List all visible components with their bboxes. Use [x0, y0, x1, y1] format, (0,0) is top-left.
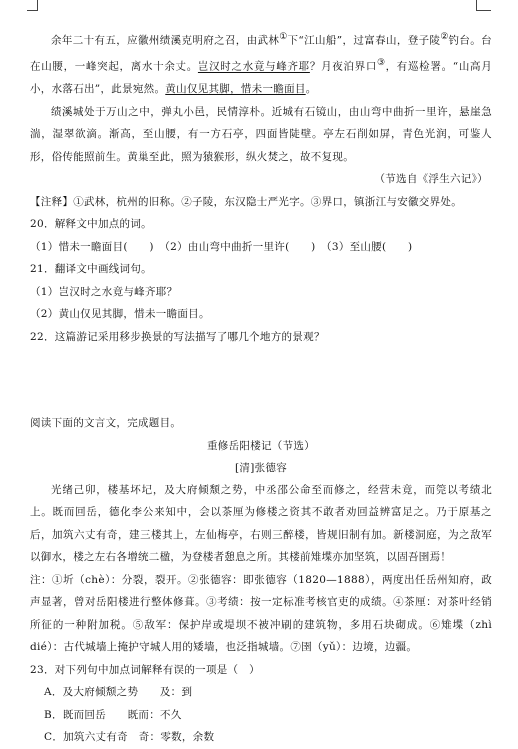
question-21-item-1: （1）岂汉时之水竟与峰齐耶？ — [30, 285, 178, 298]
question-22-stem: 22．这篇游记采用移步换景的写法描写了哪几个地方的景观？ — [30, 330, 325, 343]
passage1-paragraph2: 绩溪城处于万山之中，弹丸小邑，民情淳朴。近城有石镜山，由山弯中曲折一里许，悬崖急湍，湿翠欲滴。渐高，至山腰，有一方石亭，四面皆陡壁。亭左石削如屏，青色光润，可鉴人形，俗传能照前生。黄巢至此，照为猿猴形，纵火焚之，故不复现。 — [30, 105, 492, 163]
question-23-option-c: C．加筑六丈有奇 奇：零数，余数 — [44, 731, 215, 743]
document-page — [30, 26, 492, 749]
footnote-ref-1: ① — [279, 32, 288, 42]
footnote-ref-2: ② — [440, 32, 449, 42]
question-20-stem: 20．解释文中加点的词。 — [30, 218, 152, 230]
underlined-sentence-1: 岂汉时之水竟与峰齐耶 — [197, 60, 310, 73]
answer-space — [30, 348, 492, 412]
question-21-item-2: （2）黄山仅见其脚，惜未一瞻面目。 — [30, 308, 210, 320]
page-corner-mark-right — [476, 0, 491, 11]
passage1-notes: 【注释】①武林，杭州的旧称。②子陵，东汉隐士严光字。③界口，镇浙江与安徽交界处。 — [30, 195, 462, 208]
text-run: ？月夜泊界口 — [309, 60, 378, 73]
text-run: ，有巡检署。“山高月小，水落石出”，此景宛然。 — [30, 60, 493, 95]
underlined-sentence-2: 黄山仅见其脚，惜未一瞻面目 — [165, 83, 306, 95]
page-corner-mark-left — [27, 0, 38, 11]
passage2-intro: 阅读下面的文言文，完成题目。 — [30, 417, 182, 429]
question-23-option-a: A．及大府倾颓之势 及：到 — [44, 686, 193, 698]
passage2-body: 光绪己卯，楼基坏圮，及大府倾颓之势，中丞邵公命至而修之，经营未竟，而筦以考绩北上。既而回岳，德化李公来知中，会以茶厘为修楼之资其不敢者劝回益辨富足之。乃于原基之后，加筑六丈有奇，建三楼其上，左仙梅亭，右则三醉楼，皆规旧制有加。新楼洞庭，为之敌军以御水，楼之左右各增统二楹，为登楼者憩息之所。其楼前雉堞亦加坚筑，以固吾圉焉！ — [30, 483, 492, 563]
footnote-ref-3: ③ — [377, 58, 386, 68]
text-run: 。 — [305, 83, 317, 95]
question-21-stem: 21．翻译文中画线词句。 — [30, 263, 152, 275]
text-run: 余年二十有五，应徽州绩溪克明府之召，由武林 — [51, 34, 280, 47]
question-23-option-b: B．既而回岳 既而：不久 — [44, 708, 182, 721]
passage2-notes: 注：①圻（chè）：分裂，裂开。②张德容：即张德容（1820—1888），两度出任岳州知府，政声显著，曾对岳阳楼进行整体修葺。③考绩：按一定标准考核官吏的成绩。④茶厘：对茶叶经销所征的一种附加税。⑤敌军：保护岸或堤坝不被冲刷的建筑物，多用石块砌成。⑥雉堞（zhì dié）：古代城墙上掩护守城人用的矮墙，也泛指城墙。⑦圉（yǔ）：边境，边疆。 — [30, 573, 492, 653]
passage1-source: （节选自《浮生六记》） — [374, 173, 488, 185]
passage1-paragraph1 — [30, 26, 492, 101]
text-run: 下“江山船”，过富春山，登子陵 — [287, 34, 441, 47]
text-run: 钓台。台在山腰，一峰突起，离水十余丈。 — [30, 34, 492, 73]
question-23-stem: 23．对下列句中加点词解释有误的一项是（ ） — [30, 663, 260, 676]
passage2-author: [清]张德容 — [235, 461, 287, 474]
passage2-title: 重修岳阳楼记（节选） — [207, 439, 315, 452]
question-20-items: （1）惜未一瞻面目( ) （2）由山弯中曲折一里许( ) （3）至山腰( ) — [30, 240, 413, 253]
